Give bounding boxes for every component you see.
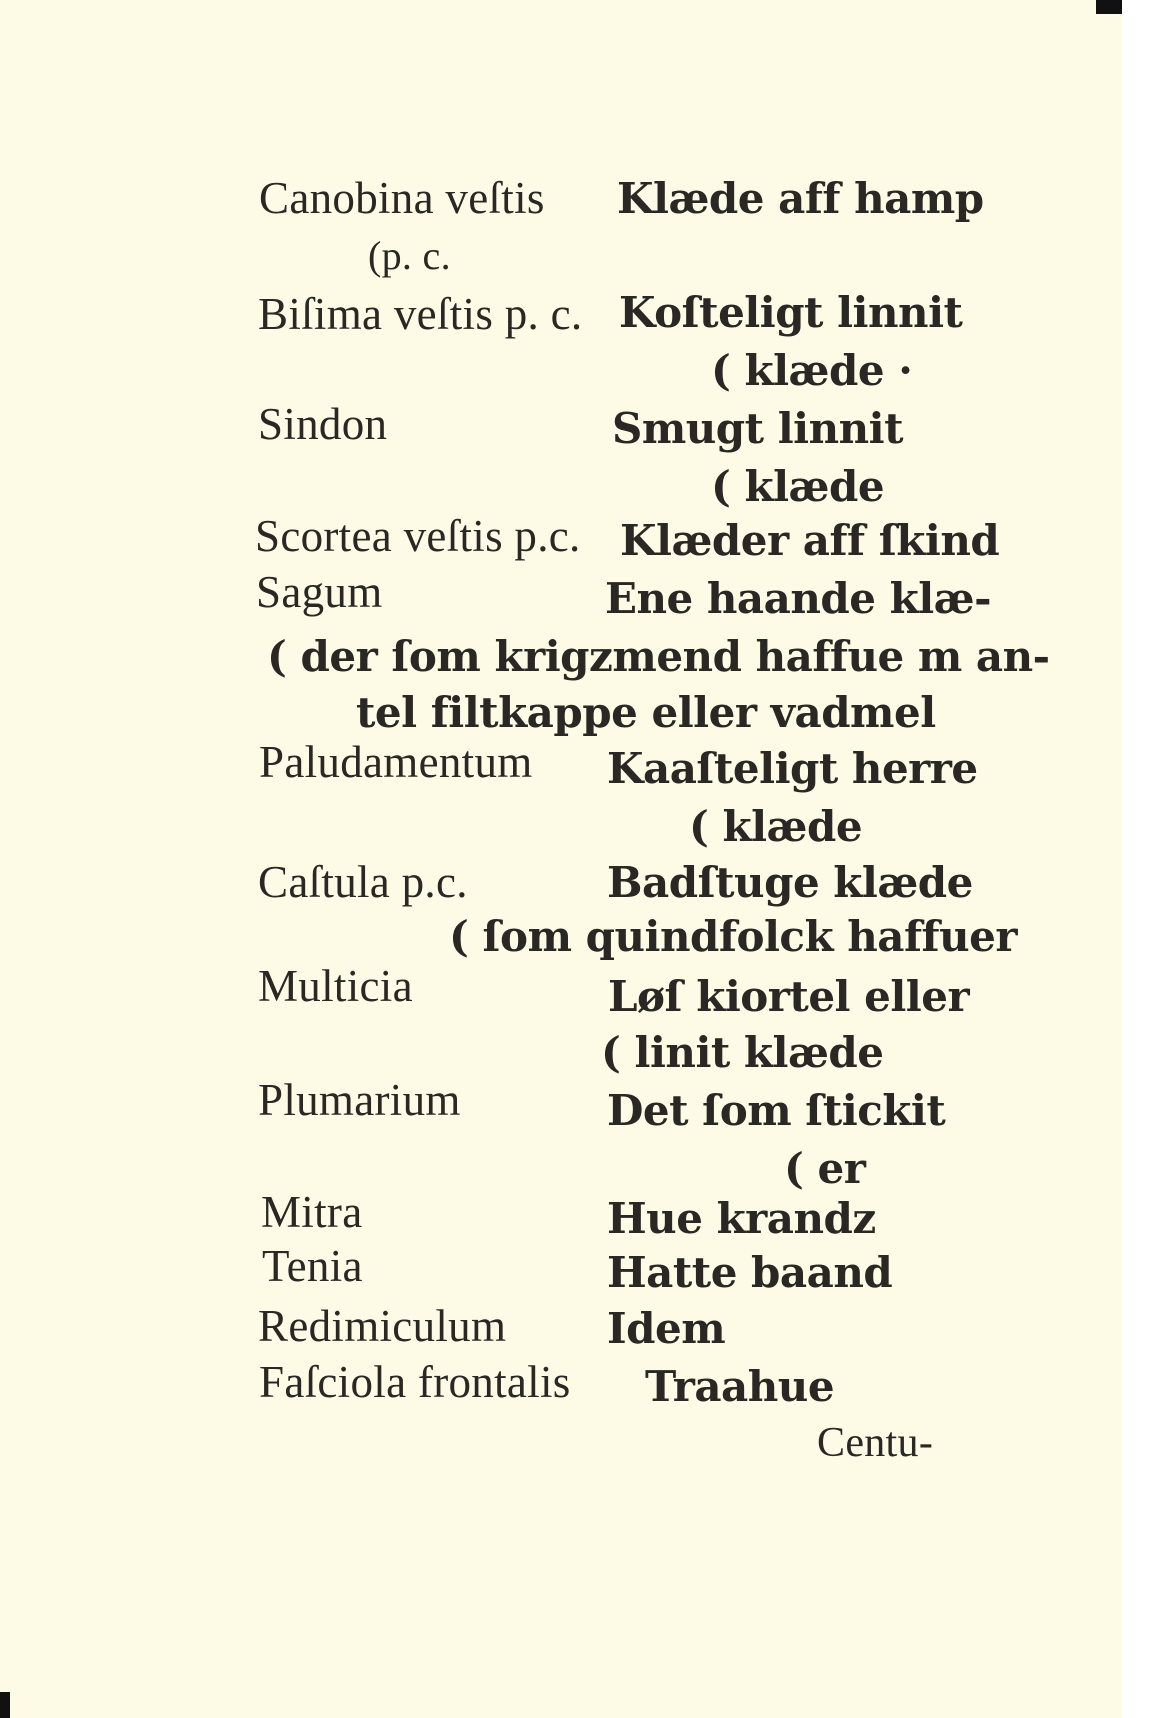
danish-continuation: ( klæde xyxy=(689,802,863,851)
danish-continuation: ( klæde xyxy=(711,462,885,511)
danish-gloss: Idem xyxy=(607,1304,726,1353)
danish-gloss: Løſ kiortel eller xyxy=(608,972,970,1021)
danish-gloss: Koſteligt linnit xyxy=(619,288,963,337)
latin-term: Redimiculum xyxy=(258,1301,507,1351)
latin-term: Plumarium xyxy=(258,1075,461,1125)
scan-edge-bottom xyxy=(0,1692,10,1718)
danish-gloss: Det ſom ſtickit xyxy=(607,1086,946,1135)
danish-gloss: Kaaſteligt herre xyxy=(607,744,978,793)
danish-gloss: Badſtuge klæde xyxy=(607,858,973,907)
latin-term: Multicia xyxy=(258,961,413,1011)
latin-term: Caſtula p.c. xyxy=(258,857,468,907)
danish-continuation: ( linit klæde xyxy=(601,1028,884,1077)
danish-continuation: ( klæde · xyxy=(711,346,913,395)
latin-term: Sindon xyxy=(258,399,388,449)
danish-gloss: Klæder aff ſkind xyxy=(620,516,1000,565)
latin-continuation: (p. c. xyxy=(368,233,451,278)
latin-term: Tenia xyxy=(262,1241,363,1291)
latin-term: Faſciola frontalis xyxy=(259,1357,571,1407)
danish-continuation: tel filtkappe eller vadmel xyxy=(356,688,936,737)
latin-term: Biſima veſtis p. c. xyxy=(258,289,583,339)
danish-gloss: Traahue xyxy=(645,1362,835,1411)
latin-term: Paludamentum xyxy=(259,737,533,787)
danish-gloss: Hue krandz xyxy=(607,1194,876,1243)
danish-gloss: Klæde aff hamp xyxy=(617,174,984,223)
latin-term: Sagum xyxy=(256,567,383,617)
latin-term: Canobina veſtis xyxy=(259,173,545,223)
latin-term: Mitra xyxy=(261,1187,363,1237)
danish-continuation: ( der ſom krigzmend haffue m an‐ xyxy=(267,632,1050,681)
danish-gloss: Ene haande klæ‐ xyxy=(605,574,992,623)
danish-gloss: Smugt linnit xyxy=(612,404,904,453)
danish-gloss: Hatte baand xyxy=(607,1248,893,1297)
scan-edge-top xyxy=(1096,0,1122,14)
catchword: Centu‐ xyxy=(817,1420,934,1466)
latin-term: Scortea veſtis p.c. xyxy=(255,511,581,561)
danish-continuation: ( ſom quindfolck haffuer xyxy=(449,912,1018,961)
danish-continuation: ( er xyxy=(784,1144,866,1193)
